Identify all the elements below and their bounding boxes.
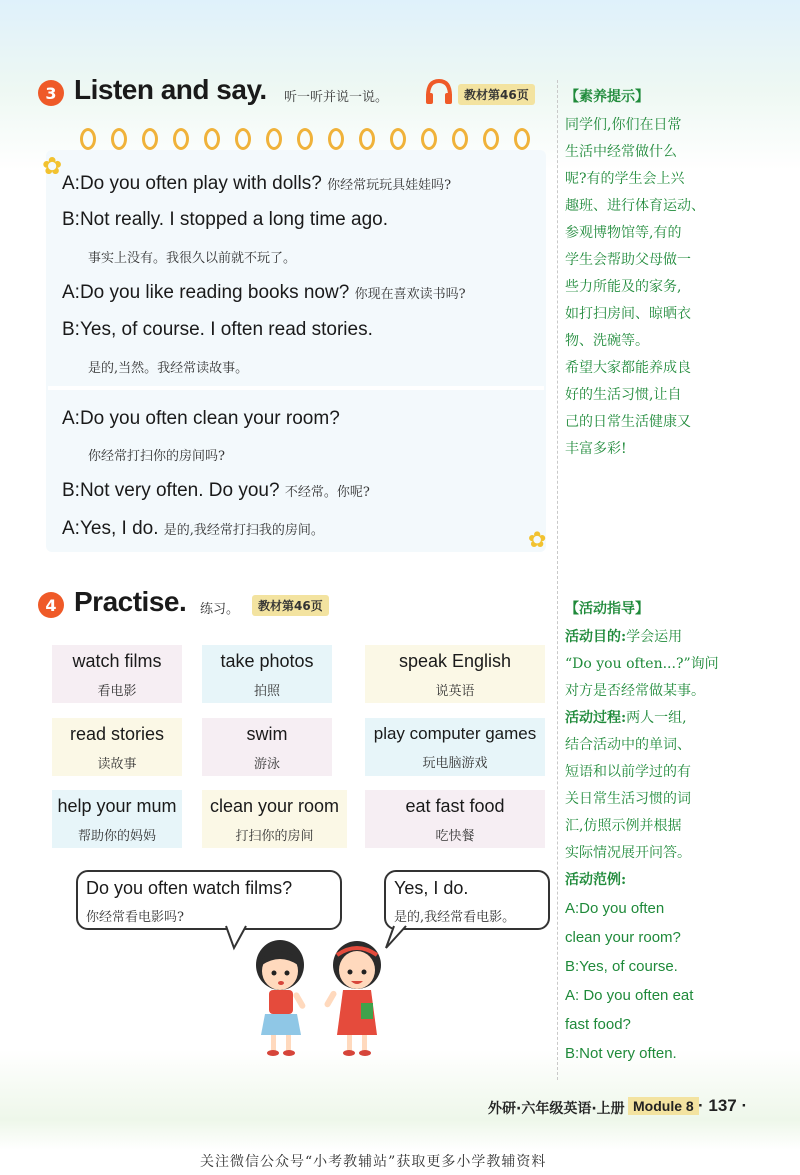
- dialogue-translation: 是的,当然。我经常读故事。: [88, 361, 249, 376]
- activity-process: 活动过程:两人一组, 结合活动中的单词、 短语和以前学过的有 关日常生活习惯的词 汇,仿照示例并根据 实际情况展开问答。: [565, 710, 691, 861]
- dialogue-divider: [48, 386, 544, 390]
- literacy-tip-box: [565, 86, 765, 463]
- activity-example-label: 活动范例:: [565, 872, 627, 888]
- page-number: · 137 ·: [698, 1096, 748, 1115]
- headphones-icon: [424, 78, 454, 110]
- dialogue-line: A:Do you like reading books now? 你现在喜欢读书吗?: [62, 282, 466, 303]
- literacy-tip-heading: 【素养提示】: [565, 89, 649, 105]
- dialogue-line: A:Do you often clean your room?: [62, 408, 340, 429]
- flower-icon: ✿: [42, 152, 63, 180]
- section-subtitle: 听一听并说一说。: [284, 90, 389, 105]
- footer-module-badge: Module 8: [628, 1097, 699, 1115]
- dialogue-line: B:Not really. I stopped a long time ago.: [62, 209, 388, 230]
- phrase-card: eat fast food 吃快餐: [365, 790, 545, 848]
- dialogue-translation: 事实上没有。我很久以前就不玩了。: [88, 251, 297, 266]
- notebook-rings: [80, 128, 530, 154]
- dialogue-line: A:Yes, I do. 是的,我经常打扫我的房间。: [62, 518, 324, 539]
- page-reference-badge: 教材第46页: [252, 595, 329, 616]
- phrase-card: help your mum 帮助你的妈妈: [52, 790, 182, 848]
- phrase-card: play computer games 玩电脑游戏: [365, 718, 545, 776]
- activity-guide-box: [565, 598, 765, 1068]
- phrase-card: clean your room 打扫你的房间: [202, 790, 347, 848]
- flower-icon: ✿: [528, 528, 547, 553]
- section-subtitle: 练习。: [200, 602, 240, 617]
- section-title: Listen and say.: [74, 74, 267, 105]
- dialogue-line: A:Do you often play with dolls? 你经常玩玩具娃娃吗?: [62, 173, 452, 194]
- section-number-badge: 4: [38, 592, 64, 618]
- activity-guide-heading: 【活动指导】: [565, 601, 649, 617]
- phrase-card: swim 游泳: [202, 718, 332, 776]
- section-title: Practise.: [74, 586, 187, 617]
- two-girls-illustration: [235, 935, 405, 1060]
- activity-goal: 活动目的:学会运用 “Do you often...?”询问 对方是否经常做某事。: [565, 629, 719, 699]
- phrase-card: take photos 拍照: [202, 645, 332, 703]
- phrase-card: speak English 说英语: [365, 645, 545, 703]
- dialogue-translation: 你经常打扫你的房间吗?: [88, 449, 225, 464]
- phrase-card: read stories 读故事: [52, 718, 182, 776]
- speech-bubble-left: Do you often watch films? 你经常看电影吗?: [76, 870, 342, 930]
- speech-bubble-right: Yes, I do. 是的,我经常看电影。: [384, 870, 550, 930]
- page-reference-badge: 教材第46页: [458, 84, 535, 105]
- phrase-card: watch films 看电影: [52, 645, 182, 703]
- literacy-tip-text: 同学们,你们在日常 生活中经常做什么 呢?有的学生会上兴 趣班、进行体育运动、 参观博物馆等,有的 学生会帮助父母做一 些力所能及的家务, 如打扫房间、晾晒衣 物、洗碗等。 希望大家都能养成良 好的生活习惯,让自 己的日常生活健康又 丰富多彩!: [565, 117, 705, 457]
- section-number-badge: 3: [38, 80, 64, 106]
- activity-example: A:Do you often clean your room? B:Yes, of course. A: Do you often eat fast food? B:Not very often.: [565, 900, 694, 1062]
- footer-book-title: 外研·六年级英语·上册: [488, 1101, 625, 1117]
- watermark-text: 关注微信公众号“小考教辅站”获取更多小学教辅资料: [200, 1154, 547, 1170]
- column-divider: [557, 80, 558, 1080]
- dialogue-line: B:Yes, of course. I often read stories.: [62, 319, 373, 340]
- dialogue-line: B:Not very often. Do you? 不经常。你呢?: [62, 480, 370, 501]
